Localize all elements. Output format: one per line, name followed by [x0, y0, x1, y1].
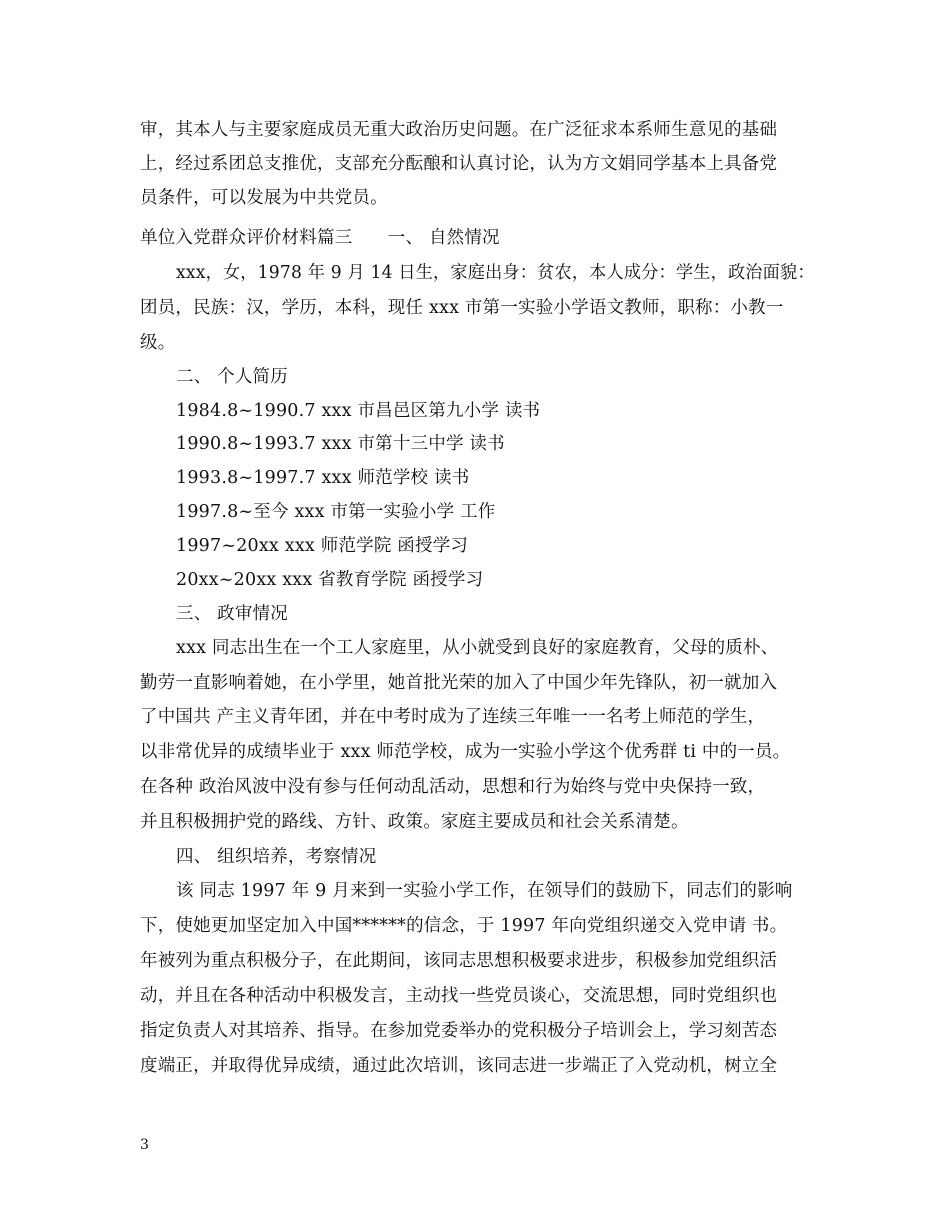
text-line: 度端正，并取得优异成绩，通过此次培训，该同志进一步端正了入党动机，树立全 — [140, 1056, 778, 1076]
text-line: 该 同志 1997 年 9 月来到一实验小学工作，在领导们的鼓励下，同志们的影响 — [176, 881, 793, 901]
text-line: xxx 同志出生在一个工人家庭里，从小就受到良好的家庭教育，父母的质朴、 — [176, 638, 779, 658]
text-line: 上，经过系团总支推优，支部充分酝酿和认真讨论，认为方文娟同学基本上具备党 — [140, 154, 778, 174]
resume-entry: 20xx~20xx xxx 省教育学院 函授学习 — [176, 570, 484, 590]
resume-entry: 1984.8~1990.7 xxx 市昌邑区第九小学 读书 — [176, 401, 541, 421]
text-line: 了中国共 产主义青年团，并在中考时成为了连续三年唯一一名考上师范的学生， — [140, 707, 766, 727]
section-heading: 三、 政审情况 — [176, 604, 288, 624]
section-heading: 四、 组织培养，考察情况 — [176, 847, 377, 867]
text-line: 以非常优异的成绩毕业于 xxx 师范学校，成为一实验小学这个优秀群 ti 中的一员。 — [140, 742, 791, 762]
text-line: 团员，民族：汉，学历，本科，现任 xxx 市第一实验小学语文教师，职称：小教一 — [140, 298, 784, 318]
text-line: 下，使她更加坚定加入中国******的信念，于 1997 年向党组织递交入党申请 书。 — [140, 916, 788, 936]
resume-entry: 1993.8~1997.7 xxx 师范学校 读书 — [176, 468, 470, 488]
resume-entry: 1990.8~1993.7 xxx 市第十三中学 读书 — [176, 434, 505, 454]
text-line: 勤劳一直影响着她，在小学里，她首批光荣的加入了中国少年先锋队，初一就加入 — [140, 673, 778, 693]
text-line: 级。 — [140, 333, 176, 353]
text-line: 并且积极拥护党的路线、方针、政策。家庭主要成员和社会关系清楚。 — [140, 812, 689, 832]
text-line: 审，其本人与主要家庭成员无重大政治历史问题。在广泛征求本系师生意见的基础 — [140, 120, 778, 140]
text-line: 指定负责人对其培养、指导。在参加党委举办的党积极分子培训会上，学习刻苦态 — [140, 1021, 778, 1041]
resume-entry: 1997.8~至今 xxx 市第一实验小学 工作 — [176, 502, 496, 522]
resume-entry: 1997~20xx xxx 师范学院 函授学习 — [176, 536, 469, 556]
text-line: 动，并且在各种活动中积极发言，主动找一些党员谈心，交流思想，同时党组织也 — [140, 986, 778, 1006]
text-line: 在各种 政治风波中没有参与任何动乱活动，思想和行为始终与党中央保持一致， — [140, 777, 766, 797]
text-line: xxx，女，1978 年 9 月 14 日生，家庭出身：贫农，本人成分：学生，政治面貌： — [176, 263, 815, 283]
section-heading: 单位入党群众评价材料篇三 一、 自然情况 — [140, 228, 500, 248]
text-line: 年被列为重点积极分子，在此期间，该同志思想积极要求进步，积极参加党组织活 — [140, 951, 778, 971]
text-line: 员条件，可以发展为中共党员。 — [140, 188, 388, 208]
section-heading: 二、 个人简历 — [176, 367, 288, 387]
page-number: 3 — [140, 1137, 149, 1153]
